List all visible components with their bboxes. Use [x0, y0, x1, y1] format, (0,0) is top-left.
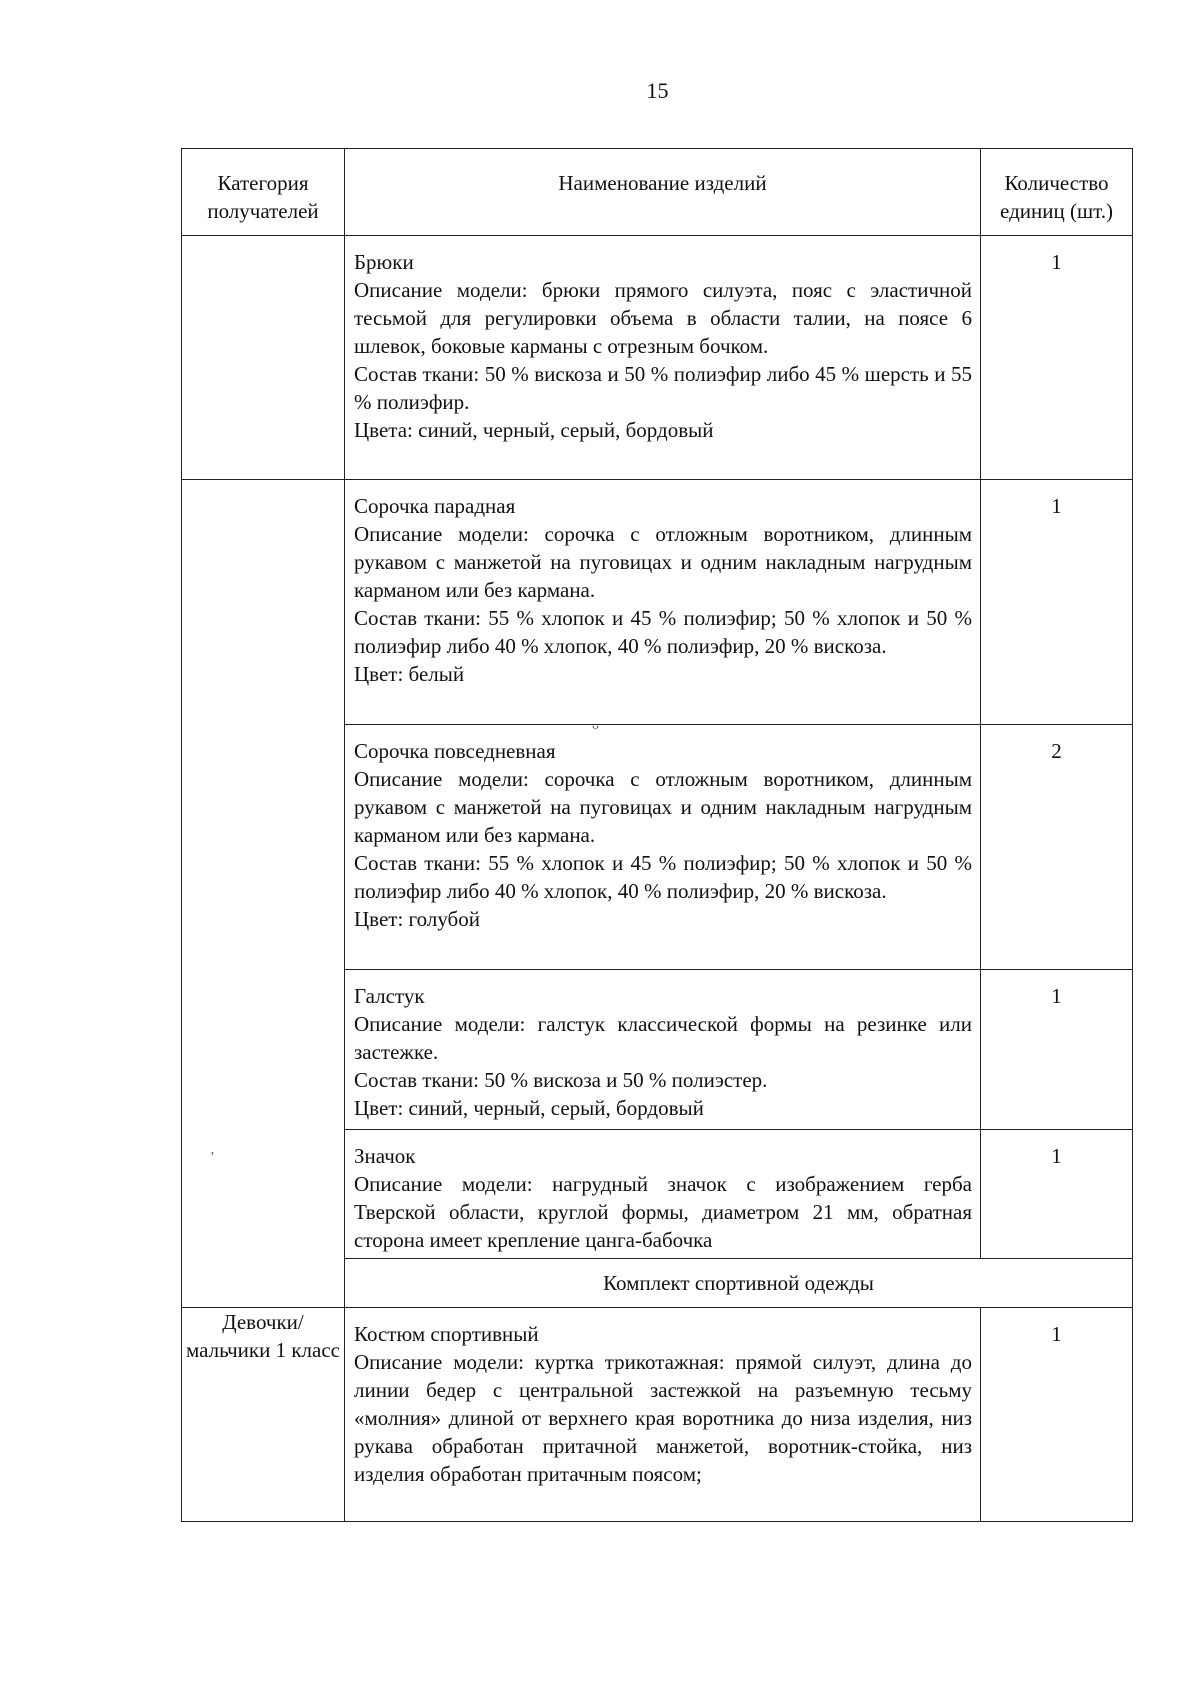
header-category — [182, 149, 345, 236]
item-quantity: 2 — [981, 725, 1133, 970]
item-description — [345, 725, 981, 970]
table-row — [182, 480, 1133, 725]
table-row — [182, 236, 1133, 480]
item-title: Галстук — [354, 984, 425, 1008]
item-title: Сорочка повседневная — [354, 739, 556, 763]
item-quantity: 1 — [981, 1130, 1133, 1259]
item-line: Описание модели: сорочка с отложным воротником, длинным рукавом с манжетой на пуговицах и одним накладным нагрудным карманом или без кармана. — [354, 522, 972, 602]
item-line: Описание модели: галстук классической формы на резинке или застежке. — [354, 1012, 972, 1064]
item-line: Состав ткани: 50 % вискоза и 50 % полиэстер. — [354, 1068, 768, 1092]
header-name — [345, 149, 981, 236]
items-body — [182, 236, 1133, 1522]
scan-mark: ᴗ — [592, 718, 599, 733]
item-line: Цвет: синий, черный, серый, бордовый — [354, 1096, 704, 1120]
item-quantity: 1 — [981, 480, 1133, 725]
item-line: Цвет: белый — [354, 662, 465, 686]
item-description — [345, 1130, 981, 1259]
header-category-label: Категория получателей — [207, 171, 319, 223]
item-line: Описание модели: сорочка с отложным воротником, длинным рукавом с манжетой на пуговицах и одним накладным нагрудным карманом или без кармана. — [354, 767, 972, 847]
section-title: Комплект спортивной одежды — [345, 1259, 1133, 1308]
header-quantity-label: Количество единиц (шт.) — [1000, 171, 1113, 223]
item-line: Состав ткани: 55 % хлопок и 45 % полиэфир; 50 % хлопок и 50 % полиэфир либо 40 % хлопок, 40 % полиэфир, 20 % вискоза. — [354, 606, 972, 658]
item-line: Описание модели: куртка трикотажная: прямой силуэт, длина до линии бедер с центральной застежкой на разъемную тесьму «молния» длиной от верхнего края воротника до низа изделия, низ рукава обработан притачной манжетой, воротник-стойка, низ изделия обработан притачным поясом; — [354, 1350, 972, 1486]
item-description — [345, 970, 981, 1130]
category-cell: Девочки/ мальчики 1 класс — [182, 1308, 345, 1522]
item-line: Цвета: синий, черный, серый, бордовый — [354, 418, 714, 442]
item-line: Состав ткани: 50 % вискоза и 50 % полиэфир либо 45 % шерсть и 55 % полиэфир. — [354, 362, 972, 414]
category-cell — [182, 480, 345, 1308]
item-quantity: 1 — [981, 236, 1133, 480]
header-quantity — [981, 149, 1133, 236]
item-line: Описание модели: нагрудный значок с изображением герба Тверской области, круглой формы, диаметром 21 мм, обратная сторона имеет крепление цанга-бабочка — [354, 1172, 972, 1252]
table-row — [182, 1308, 1133, 1522]
item-description — [345, 236, 981, 480]
item-line: Описание модели: брюки прямого силуэта, пояс с эластичной тесьмой для регулировки объема в области талии, на поясе 6 шлевок, боковые карманы с отрезным бочком. — [354, 278, 972, 358]
item-description — [345, 480, 981, 725]
header-name-label: Наименование изделий — [558, 171, 767, 195]
page-number: 15 — [646, 78, 669, 103]
item-title: Костюм спортивный — [354, 1322, 539, 1346]
item-title: Брюки — [354, 250, 414, 274]
item-line: Цвет: голубой — [354, 907, 480, 931]
items-table — [181, 148, 1133, 1522]
item-quantity: 1 — [981, 970, 1133, 1130]
item-description — [345, 1308, 981, 1522]
scan-mark: ʼ — [210, 1150, 215, 1165]
category-cell — [182, 236, 345, 480]
item-quantity: 1 — [981, 1308, 1133, 1522]
item-title: Сорочка парадная — [354, 494, 516, 518]
table-header-row — [182, 149, 1133, 236]
item-line: Состав ткани: 55 % хлопок и 45 % полиэфир; 50 % хлопок и 50 % полиэфир либо 40 % хлопок, 40 % полиэфир, 20 % вискоза. — [354, 851, 972, 903]
item-title: Значок — [354, 1144, 416, 1168]
